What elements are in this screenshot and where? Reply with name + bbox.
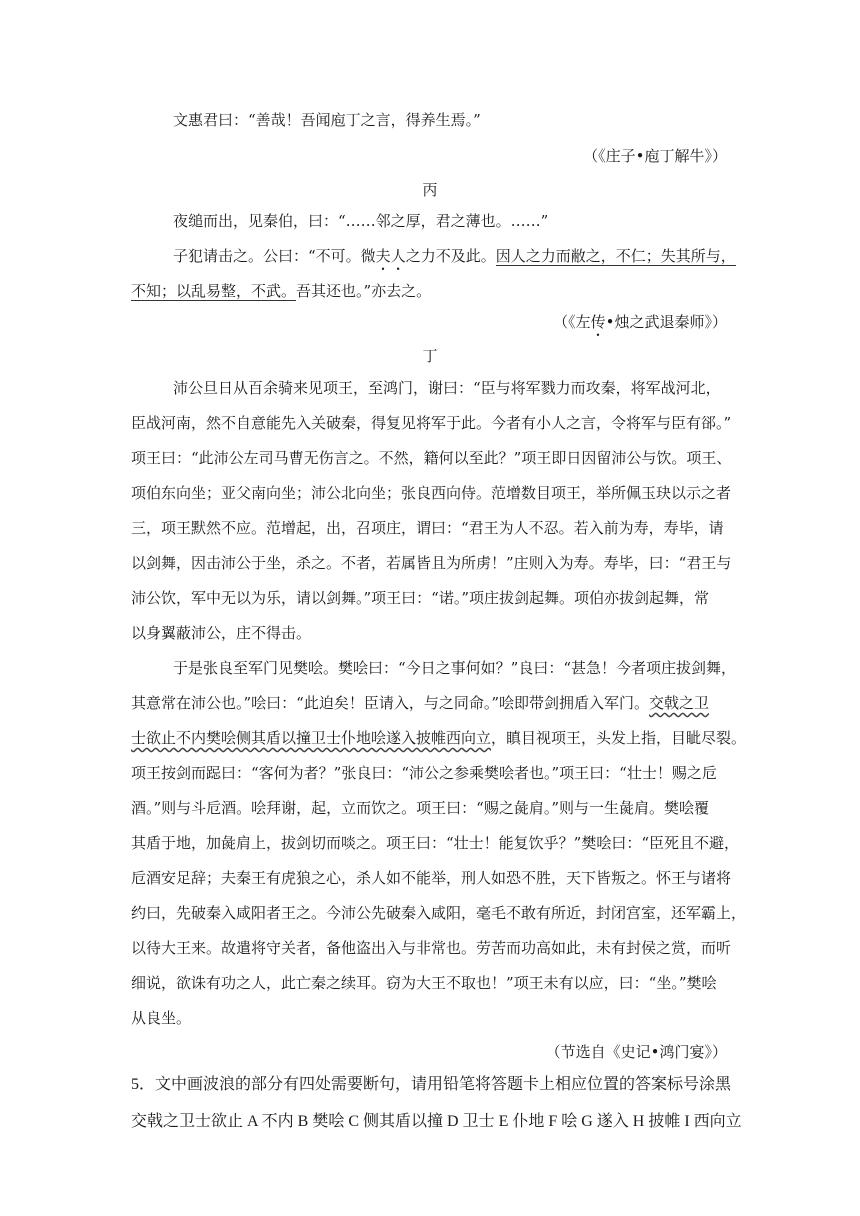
bing-paragraph-1: 夜缒而出，见秦伯，曰：“……邻之厚，君之薄也。……” xyxy=(173,212,549,230)
ding-paragraph-line: 沛公旦日从百余骑来见项王，至鸿门，谢曰：“臣与将军戮力而攻秦，将军战河北， xyxy=(173,379,721,397)
text-run: ，瞋目视项王，头发上指，目眦尽裂。 xyxy=(491,729,747,747)
ding-paragraph-line: 其盾于地，加彘肩上，拔剑切而啖之。项王曰：“壮士！能复饮乎？”樊哙曰：“臣死且不避， xyxy=(131,834,740,852)
ding-paragraph-line: 项王曰：“此沛公左司马曹无伤言之。不然，籍何以至此？”项王即日因留沛公与饮。项王、 xyxy=(131,449,732,467)
emphasis-dot-char: 夫 xyxy=(375,247,391,265)
section-heading-ding: 丁 xyxy=(422,347,438,365)
bing-source xyxy=(553,312,727,340)
ding-source: （节选自《史记•鸿门宴》） xyxy=(545,1043,727,1061)
text-run: 之力不及此。 xyxy=(405,247,496,265)
ding-paragraph-2-line-2 xyxy=(131,693,709,713)
question-stem: 5．文中画波浪的部分有四处需要断句，请用铅笔将答题卡上相应位置的答案标号涂黑 xyxy=(131,1076,732,1093)
jia-closing-line: 文惠君曰：“善哉！吾闻庖丁之言，得养生焉。” xyxy=(173,111,481,129)
text-run: 吾其还也。”亦去之。 xyxy=(296,282,432,300)
ding-paragraph-line: 约曰，先破秦入咸阳者王之。今沛公先破秦入咸阳，毫毛不敢有所近，封闭宫室，还军霸上， xyxy=(131,904,747,922)
wavy-underlined-passage: 交戟之卫 xyxy=(649,694,710,712)
ding-paragraph-line: 臣战河南，然不自意能先入关破秦，得复见将军于此。今者有小人之言，令将军与臣有郤。” xyxy=(131,414,732,432)
underlined-sentence: 不知；以乱易整，不武。 xyxy=(131,282,297,300)
ding-paragraph-line: 沛公饮，军中无以为乐，请以剑舞。”项王曰：“诺。”项庄拔剑起舞。项伯亦拔剑起舞，常 xyxy=(131,589,710,607)
text-run: （《左 xyxy=(553,313,591,331)
emphasis-dot-char: 传 xyxy=(590,313,606,331)
ding-paragraph-line: 以身翼蔽沛公，庄不得击。 xyxy=(131,624,312,642)
jia-source: （《庄子•庖丁解牛》） xyxy=(583,147,727,165)
ding-paragraph-line: 从良坐。 xyxy=(131,1009,192,1027)
ding-paragraph-line: 项王按剑而跽曰：“客何为者？”张良曰：“沛公之参乘樊哙者也。”项王曰：“壮士！赐之卮 xyxy=(131,764,717,782)
ding-paragraph-line: 以剑舞，因击沛公于坐，杀之。不者，若属皆且为所虏！”庄则入为寿。寿毕，曰：“君王与 xyxy=(131,554,732,572)
bing-paragraph-2-line-2 xyxy=(131,281,431,301)
underlined-sentence: 因人之力而敝之，不仁；失其所与， xyxy=(495,247,736,265)
ding-paragraph-2-line-1: 于是张良至军门见樊哙。樊哙曰：“今日之事何如？”良曰：“甚急！今者项庄拔剑舞， xyxy=(173,659,737,677)
text-run: 其意常在沛公也。”哙曰：“此迫矣！臣请入，与之同命。”哙即带剑拥盾入军门。 xyxy=(131,694,650,712)
question-options: 交戟之卫士欲止 A 不内 B 樊哙 C 侧其盾以撞 D 卫士 E 仆地 F 哙 G 遂入 H 披帷 I 西向立 xyxy=(131,1113,742,1130)
ding-paragraph-line: 卮酒安足辞；夫秦王有虎狼之心，杀人如不能举，刑人如恐不胜，天下皆叛之。怀王与诸将 xyxy=(131,869,732,887)
bing-paragraph-2-line-1 xyxy=(173,246,736,274)
ding-paragraph-line: 以待大王来。故遣将守关者，备他盗出入与非常也。劳苦而功高如此，未有封侯之赏，而听 xyxy=(131,939,732,957)
ding-paragraph-line: 项伯东向坐；亚父南向坐；沛公北向坐；张良西向侍。范增数目项王，举所佩玉玦以示之者 xyxy=(131,484,732,502)
emphasis-dot-char: 人 xyxy=(390,247,406,265)
ding-paragraph-line: 细说，欲诛有功之人，此亡秦之续耳。窃为大王不取也！”项王未有以应，曰：“坐。”樊哙 xyxy=(131,974,717,992)
ding-paragraph-line: 酒。”则与斗卮酒。哙拜谢，起，立而饮之。项王曰：“赐之彘肩。”则与一生彘肩。樊哙覆 xyxy=(131,799,710,817)
section-heading-bing: 丙 xyxy=(422,181,438,199)
text-run: 子犯请击之。公曰：“不可。微 xyxy=(173,247,376,265)
ding-paragraph-line: 三，项王默然不应。范增起，出，召项庄，谓曰：“君王为人不忍。若入前为寿，寿毕，请 xyxy=(131,519,724,537)
ding-paragraph-2-line-3 xyxy=(131,728,746,748)
text-run: •烛之武退秦师》） xyxy=(605,313,727,331)
wavy-underlined-passage: 士欲止不内樊哙侧其盾以撞卫士仆地哙遂入披帷西向立 xyxy=(131,729,492,747)
